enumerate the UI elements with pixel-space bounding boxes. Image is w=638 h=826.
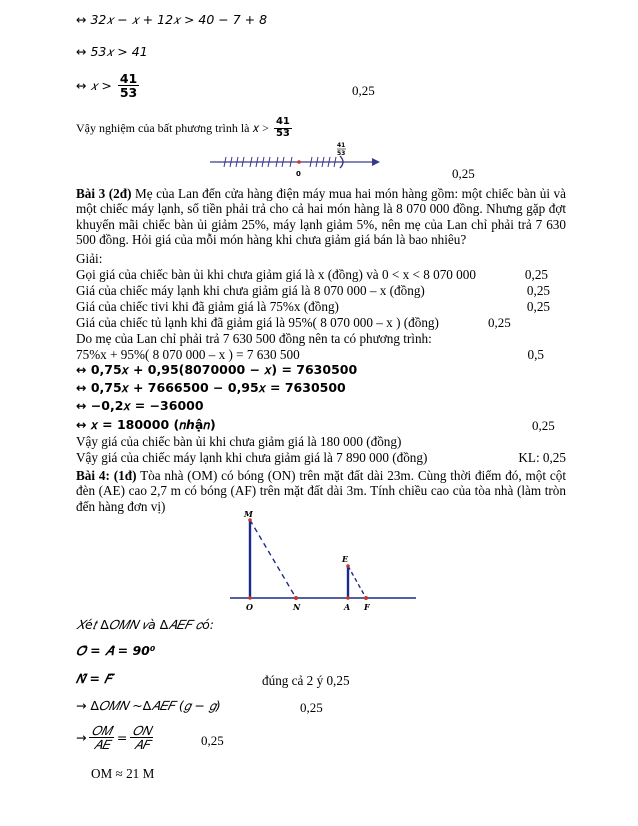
bai3-row-score: 0,25 <box>526 283 550 298</box>
bai3-row-2 <box>76 283 566 299</box>
bai3-math-step-3: ↔ −0,2𝑥 = −36000 <box>76 398 204 413</box>
bai3-math-step-1: ↔ 0,75𝑥 + 0,95(8070000 − 𝑥) = 7630500 <box>76 362 358 377</box>
step-line-1: ↔ 32𝑥 − 𝑥 + 12𝑥 > 40 − 7 + 8 <box>76 12 268 27</box>
bai3-problem <box>76 186 566 247</box>
conclusion-prefix: Vậy nghiệm của bất phương trình là 𝑥 > <box>76 120 269 135</box>
bai4-line-3-note: đúng cả 2 ý 0,25 <box>262 673 350 688</box>
bai3-answer-2-score: KL: 0,25 <box>518 450 566 465</box>
bai3-title: Bài 3 (2đ) <box>76 186 132 201</box>
point-e <box>346 564 350 568</box>
bai3-giai: Giải: <box>76 251 103 266</box>
bai4-title: Bài 4: <box>76 468 110 483</box>
fraction-denominator: 𝐴𝐹 <box>133 737 150 753</box>
conclusion-fraction <box>274 117 292 139</box>
fraction-on-af <box>130 724 153 751</box>
number-line-zero-point <box>297 160 301 164</box>
fraction-numerator: 𝑂𝑀 <box>91 723 112 738</box>
bai4-line-4: → ∆𝑂𝑀𝑁 ~∆𝐴𝐸𝐹 (𝑔 − 𝑔) <box>76 698 221 713</box>
step-line-2: ↔ 53𝑥 > 41 <box>76 44 148 59</box>
number-line-score: 0,25 <box>452 166 475 181</box>
fraction-denominator: 53 <box>119 85 138 101</box>
bai4-result: OM ≈ 21 M <box>91 766 155 781</box>
bai4-line-1: 𝑋é𝑡 ∆𝑂𝑀𝑁 𝑣à ∆𝐴𝐸𝐹 𝑐ó: <box>76 617 214 632</box>
bai3-answer-1: Vậy giá của chiếc bàn ủi khi chưa giảm giá là 180 000 (đồng) <box>76 434 402 449</box>
bai3-row-4: Giá của chiếc tủ lạnh khi đã giảm giá là 95%( 8 070 000 – x ) (đồng) <box>76 315 439 330</box>
step-line-3-fraction <box>118 72 139 99</box>
label-f: F <box>364 602 370 612</box>
conclusion-line <box>76 117 292 139</box>
bai3-answer-2-row <box>76 450 566 466</box>
bai3-text: Mẹ của Lan đến cửa hàng điện máy mua hai món hàng gồm: một chiếc bàn ủi và một chiếc máy lạnh, số tiền phải trả cho cả hai món hàng là 8 070 000 đồng. Nhưng gặp đợt khuyến mãi chiếc bàn ủi giảm 25%, máy lạnh giảm 5%, nên mẹ của Lan chỉ phải trả 7 630 500 đồng. Hỏi giá của mỗi món hàng khi chưa giảm giá bán là bao nhiêu? <box>76 186 566 247</box>
bai3-row-3 <box>76 299 566 315</box>
bai4-line-3: 𝑁̂ = 𝐹̂ <box>76 671 112 686</box>
bai3-row-score: 0,25 <box>524 267 548 282</box>
fraction-denominator: 53 <box>275 127 290 139</box>
point-f <box>364 596 368 600</box>
bai3-equation-intro: Do mẹ của Lan chỉ phải trả 7 630 500 đồng nên ta có phương trình: <box>76 331 432 346</box>
fraction-numerator: 𝑂𝑁 <box>132 723 152 738</box>
number-line-figure <box>200 140 380 180</box>
number-line-mark-denominator: 53 <box>337 150 346 157</box>
label-n: N <box>293 602 301 612</box>
step-line-3-prefix: ↔ 𝑥 > <box>76 77 112 93</box>
bai3-row-text: Giá của chiếc tivi khi đã giảm giá là 75%x (đồng) <box>76 299 339 314</box>
label-m: M <box>244 509 253 519</box>
fraction-denominator: 𝐴𝐸 <box>93 737 110 753</box>
bai3-math-step-4-score: 0,25 <box>532 418 555 433</box>
bai3-equation: 75%x + 95%( 8 070 000 – x ) = 7 630 500 <box>76 347 300 362</box>
fraction-numerator: 41 <box>119 71 138 86</box>
fraction-numerator: 41 <box>275 116 290 127</box>
bai4-line-2: 𝑂̂ = 𝐴̂ = 90⁰ <box>76 643 156 658</box>
bai3-row-4-score: 0,25 <box>488 315 511 330</box>
bai3-row-text: Giá của chiếc máy lạnh khi chưa giảm giá là 8 070 000 – x (đồng) <box>76 283 425 298</box>
bai3-equation-score: 0,5 <box>527 347 544 362</box>
point-n <box>294 596 298 600</box>
bai4-line-5-equals: = <box>116 730 128 746</box>
bai3-row-text: Gọi giá của chiếc bàn ủi khi chưa giảm giá là x (đồng) và 0 < x < 8 070 000 <box>76 267 476 282</box>
bai4-line-5-score: 0,25 <box>201 733 224 748</box>
label-e: E <box>342 554 349 564</box>
label-a: A <box>344 602 351 612</box>
bai4-line-5 <box>76 724 153 751</box>
bai3-math-step-2: ↔ 0,75𝑥 + 7666500 − 0,95𝑥 = 7630500 <box>76 380 346 395</box>
bai3-math-step-4: ↔ 𝑥 = 180000 (𝑛ℎậ𝑛) <box>76 417 216 432</box>
number-line-zero-label: 0 <box>296 170 301 178</box>
number-line-mark-numerator: 41 <box>337 142 346 149</box>
bai4-points: (1đ) <box>113 468 137 483</box>
point-a <box>346 596 350 600</box>
number-line-arrowhead <box>372 158 380 166</box>
fraction-om-ae <box>89 724 113 751</box>
bai3-row-1 <box>76 267 566 283</box>
label-o: O <box>246 602 253 612</box>
shadow-ray-mn <box>250 520 296 598</box>
step-line-3-score: 0,25 <box>352 83 375 98</box>
shadow-figure <box>230 506 420 612</box>
point-o <box>248 596 252 600</box>
bai4-text: Tòa nhà (OM) có bóng (ON) trên mặt đất dài 23m. Cùng thời điểm đó, một cột đèn (AE) cao 2,7 m có bóng (AF) trên mặt đất dài 3m. Tính chiều cao của tòa nhà (làm tròn đến hàng đơn vị) <box>76 468 567 514</box>
bai3-answer-2: Vậy giá của chiếc máy lạnh khi chưa giảm giá là 7 890 000 (đồng) <box>76 450 428 465</box>
bai3-row-score: 0,25 <box>526 299 550 314</box>
bai3-equation-row <box>76 347 566 363</box>
bai4-line-4-score: 0,25 <box>300 700 323 715</box>
shadow-ray-ef <box>348 566 366 598</box>
bai4-line-5-arrow: → <box>76 730 87 746</box>
step-line-3 <box>76 72 139 99</box>
